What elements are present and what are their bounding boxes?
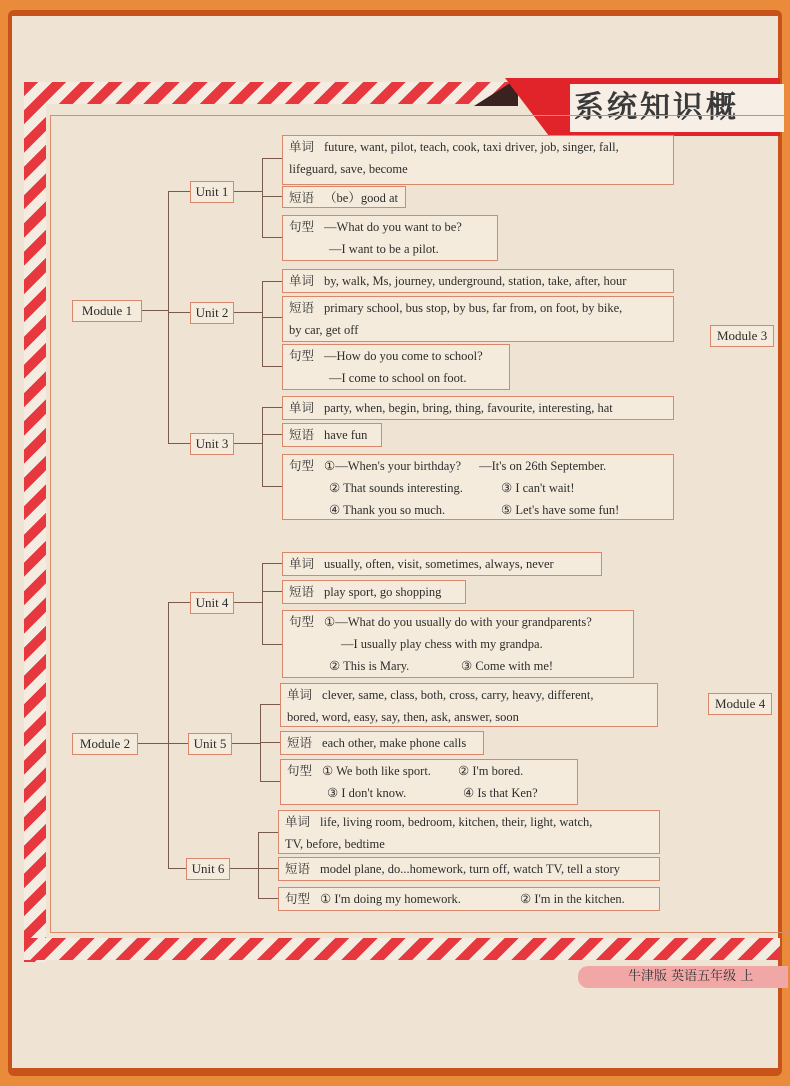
unit-2-phrases-box (282, 296, 674, 342)
words-label: 单词 (289, 400, 315, 415)
connector (228, 868, 258, 869)
unit-3-sentences-box (282, 454, 674, 520)
top-stripe-border (24, 82, 514, 104)
unit-2-sentence-1: —How do you come to school? (324, 349, 483, 363)
unit-2-sentences-box (282, 344, 510, 390)
words-label: 单词 (285, 814, 311, 829)
unit-5-phrases: each other, make phone calls (322, 736, 467, 750)
connector (260, 742, 280, 743)
unit-5-sentences-box (280, 759, 578, 805)
unit-3-sentence-3b: ⑤ Let's have some fun! (501, 503, 620, 517)
module-3-node: Module 3 (710, 325, 774, 347)
unit-5-words-line-2: bored, word, easy, say, then, ask, answer, soon (287, 710, 519, 724)
unit-4-sentence-2: —I usually play chess with my grandpa. (341, 637, 543, 651)
module-1-node: Module 1 (72, 300, 142, 322)
unit-3-node: Unit 3 (190, 433, 234, 455)
unit-3-phrases-box (282, 423, 382, 447)
unit-1-phrases: （be）good at (324, 191, 398, 205)
unit-4-sentence-3b: ③ Come with me! (461, 659, 554, 673)
sentences-label: 句型 (289, 219, 315, 234)
unit-6-words-line-1: life, living room, bedroom, kitchen, their, light, watch, (320, 815, 593, 829)
unit-1-phrases-box (282, 186, 406, 208)
unit-5-sentence-2b: ④ Is that Ken? (463, 786, 538, 800)
unit-2-phrases-line-1: primary school, bus stop, by bus, far from, on foot, by bike, (324, 301, 623, 315)
sentences-label: 句型 (289, 348, 315, 363)
unit-2-words: by, walk, Ms, journey, underground, station, take, after, hour (324, 274, 627, 288)
unit-1-sentence-2: —I want to be a pilot. (329, 242, 439, 256)
connector (168, 191, 190, 192)
connector (260, 781, 280, 782)
connector (168, 602, 190, 603)
connector (258, 832, 278, 833)
connector (258, 868, 278, 869)
words-label: 单词 (289, 273, 315, 288)
connector (232, 312, 262, 313)
phrases-label: 短语 (289, 427, 315, 442)
unit-1-words-line-2: lifeguard, save, become (289, 162, 408, 176)
left-stripe-border (24, 82, 46, 962)
connector (168, 312, 190, 313)
module-4-node: Module 4 (708, 693, 772, 715)
connector (262, 366, 282, 367)
unit-1-node: Unit 1 (190, 181, 234, 203)
connector (232, 443, 262, 444)
unit-3-sentence-3a: ④ Thank you so much. (329, 503, 446, 517)
connector (262, 563, 282, 564)
connector (258, 832, 259, 899)
unit-4-sentence-3a: ② This is Mary. (329, 659, 410, 673)
unit-2-words-box (282, 269, 674, 293)
unit-5-sentence-2a: ③ I don't know. (327, 786, 407, 800)
connector (232, 602, 262, 603)
unit-3-sentence-1a: ①—When's your birthday? (324, 459, 462, 473)
connector (140, 310, 168, 311)
unit-4-sentences-box (282, 610, 634, 678)
sentences-label: 句型 (289, 614, 315, 629)
unit-4-words-box (282, 552, 602, 576)
unit-6-phrases: model plane, do...homework, turn off, watch TV, tell a story (320, 862, 620, 876)
connector (262, 591, 282, 592)
unit-6-sentences-box (278, 887, 660, 911)
connector (262, 434, 282, 435)
sentences-label: 句型 (287, 763, 313, 778)
unit-5-words-line-1: clever, same, class, both, cross, carry, heavy, different, (322, 688, 594, 702)
module-2-node: Module 2 (72, 733, 138, 755)
bottom-stripe-border (24, 938, 780, 960)
connector (262, 281, 282, 282)
words-label: 单词 (289, 139, 315, 154)
connector (168, 443, 190, 444)
connector (262, 317, 282, 318)
unit-3-sentence-2a: ② That sounds interesting. (329, 481, 463, 495)
page-title: 系统知识概 (570, 84, 784, 132)
connector (262, 196, 282, 197)
connector (260, 704, 280, 705)
unit-1-words-line-1: future, want, pilot, teach, cook, taxi driver, job, singer, fall, (324, 140, 619, 154)
unit-5-sentence-1b: ② I'm bored. (458, 764, 524, 778)
unit-6-node: Unit 6 (186, 858, 230, 880)
unit-3-phrases: have fun (324, 428, 368, 442)
connector (258, 898, 278, 899)
unit-3-words-box (282, 396, 674, 420)
connector (262, 407, 263, 487)
connector (262, 281, 263, 367)
unit-1-sentence-1: —What do you want to be? (324, 220, 462, 234)
unit-1-words-box (282, 135, 674, 185)
connector (262, 644, 282, 645)
unit-4-phrases: play sport, go shopping (324, 585, 442, 599)
unit-3-sentence-2b: ③ I can't wait! (501, 481, 575, 495)
phrases-label: 短语 (287, 735, 313, 750)
phrases-label: 短语 (289, 584, 315, 599)
connector (262, 158, 263, 238)
phrases-label: 短语 (289, 300, 315, 315)
connector (262, 563, 263, 645)
unit-6-phrases-box (278, 857, 660, 881)
phrases-label: 短语 (285, 861, 311, 876)
connector (136, 743, 168, 744)
connector (230, 743, 260, 744)
connector (168, 191, 169, 444)
unit-5-words-box (280, 683, 658, 727)
unit-4-node: Unit 4 (190, 592, 234, 614)
sentences-label: 句型 (289, 458, 315, 473)
unit-4-sentence-1: ①—What do you usually do with your grandparents? (324, 615, 592, 629)
connector (262, 158, 282, 159)
unit-4-words: usually, often, visit, sometimes, always, never (324, 557, 554, 571)
phrases-label: 短语 (289, 190, 315, 205)
connector (232, 191, 262, 192)
footer-book-label: 牛津版 英语五年级 上 (578, 966, 788, 988)
unit-6-words-box (278, 810, 660, 854)
unit-4-phrases-box (282, 580, 466, 604)
connector (262, 407, 282, 408)
words-label: 单词 (287, 687, 313, 702)
connector (168, 868, 186, 869)
unit-2-phrases-line-2: by car, get off (289, 323, 359, 337)
connector (168, 602, 169, 869)
sentences-label: 句型 (285, 891, 311, 906)
unit-2-sentence-2: —I come to school on foot. (329, 371, 467, 385)
unit-3-sentence-1b: —It's on 26th September. (479, 459, 607, 473)
unit-1-sentences-box (282, 215, 498, 261)
connector (262, 486, 282, 487)
unit-3-words: party, when, begin, bring, thing, favourite, interesting, hat (324, 401, 613, 415)
unit-5-node: Unit 5 (188, 733, 232, 755)
unit-6-words-line-2: TV, before, bedtime (285, 837, 385, 851)
unit-2-node: Unit 2 (190, 302, 234, 324)
unit-5-sentence-1a: ① We both like sport. (322, 764, 431, 778)
words-label: 单词 (289, 556, 315, 571)
unit-5-phrases-box (280, 731, 484, 755)
connector (262, 237, 282, 238)
unit-6-sentence-b: ② I'm in the kitchen. (520, 892, 625, 906)
unit-6-sentence-a: ① I'm doing my homework. (320, 892, 461, 906)
connector (168, 743, 188, 744)
connector (260, 704, 261, 782)
